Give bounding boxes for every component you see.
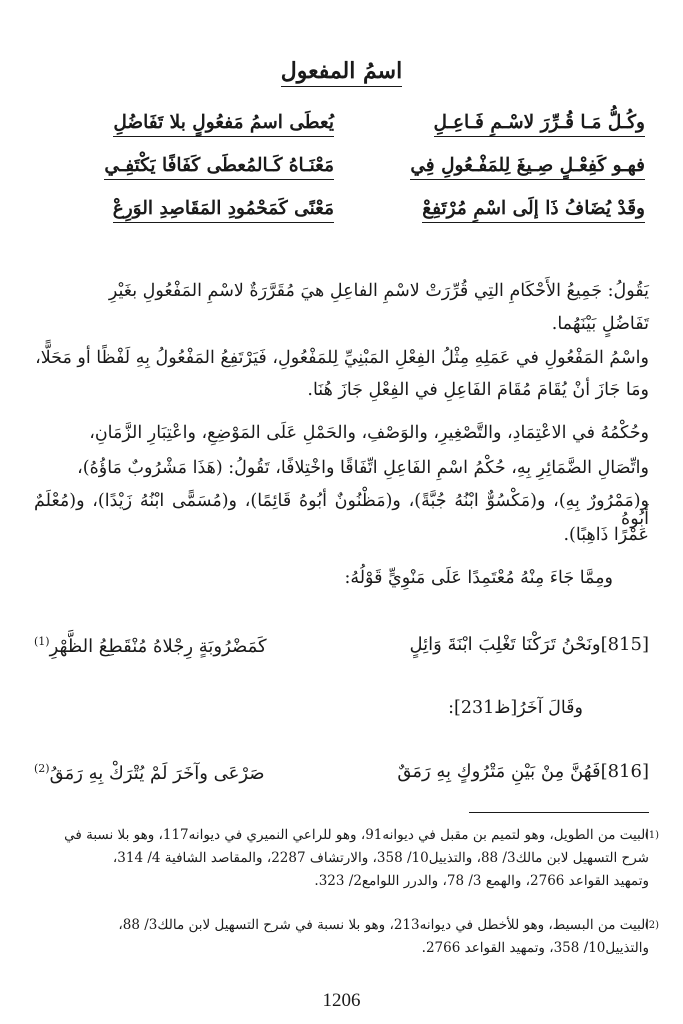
footnote-2-number: (2) [644,920,659,931]
verse-1-left: يُعطَى اسمُ مَفعُولٍ بلا تَفَاضُلِ [34,114,334,133]
footnote-2: (2) البيت من البسيط، وهو للأخطل في ديوانه213، وهو بلا نسبة في شرح التسهيل لابن مالك3/ 88، والتذييل10/ 358، وتمهيد القواعد 2766. [49,914,649,960]
para-4: ومِمَّا جَاءَ مِنْهُ مُعْتَمِدًا عَلَى مَنْوِيٍّ قَوْلُهُ: [344,568,613,588]
para-3-line-2: واتِّصَالِ الضَّمَائِرِ بِهِ، حُكْمُ اسْمِ الفَاعِلِ اتِّفَاقًا واخْتِلافًا، تَقُولُ: (هَذَا مَشْرُوبٌ مَاؤُهُ)، [77,458,649,478]
footnote-ref-1: (1) [34,635,50,648]
footnote-ref-2: (2) [34,762,50,775]
verse-3-left: مَعْنًى كَمَحْمُودِ المَقَاصِدِ الوَرِعْ [34,200,334,219]
para-3-line-1: وحُكْمُهُ في الاعْتِمَادِ، والتَّصْغِيرِ، والوَصْفِ، والحَمْلِ عَلَى المَوْضِعِ، واعْتِبَارِ الزَّمَانِ، [89,423,649,443]
footnote-1-number: (1) [644,830,659,841]
verse-2-left: مَعْنَـاهُ كَـالمُعطَى كَفَافًا يَكْتَفِـي [34,157,334,176]
verse-3-right: وقَدْ يُضَافُ ذَا إلَى اسْمِ مُرْتَفِعْ [365,200,645,219]
para-3-line-4: عَمْرًا ذَاهِبًا). [563,525,649,545]
para-1-line-2: تَفَاضُلٍ بَيْنَهُما. [551,314,649,334]
other-poet-intro: وقَالَ آخَرُ[ظ231]: [448,698,583,718]
para-2-line-1: واسْمُ المَفْعُولِ في عَمَلِهِ مِثْلُ الفِعْلِ المَبْنِيِّ لِلمَفْعُولِ، فَيَرْتَفِعُ المَفْعُولُ بِهِ لَفْظًا أو مَحَلًّا، [35,348,649,368]
para-1-line-1: يَقُولُ: جَمِيعُ الأَحْكَامِ التِي قُرِّرَتْ لاسْمِ الفاعِلِ هيَ مُقَرَّرَةٌ لاسْمِ المَفْعُولِ بغَيْرِ [108,281,649,301]
verse-2-right: فهـو كَفِعْـلٍ صِـيغَ لِلمَفْـعُولِ فِي [365,157,645,176]
footnote-divider [469,812,649,813]
poem-816-number: [816] [600,761,649,782]
para-3-line-3: و(مَمْرُورٌ بِهِ)، و(مَكْسُوٌّ ابْنُهُ جُبَّةً)، و(مَظْنُونٌ أبُوهُ قَائِمًا)، و(مُسَمًّى ابْنُهُ زَيْدًا)، و(مُعْلَمٌ أَبُوهُ [34,491,649,529]
section-title: اسمُ المفعول [0,58,683,84]
poem-816-right: [816]فَهُنَّ مِنْ بَيْنِ مَتْرُوكٍ بِهِ رَمَقٌ [397,761,649,782]
poem-815-left: كَمَضْرُوبَةٍ رِجْلاهُ مُنْقَطِعُ الظَّهْرِ$^{(1)}$ [34,635,267,657]
poem-816-left: صَرْعَى وآخَرَ لَمْ يُتْرَكْ بِهِ رَمَقُ$^{(2)}$ [34,762,265,784]
poem-815-number: [815] [600,634,649,655]
page-number: 1206 [322,990,361,1011]
verse-1-right: وكُـلُّ مَـا قُـرِّرَ لاسْـمِ فَـاعِـلِ [365,114,645,133]
poem-815-right: [815]ونَحْنُ تَرَكْنَا تَغْلِبَ ابْنَةَ وَائِلٍ [409,634,649,655]
footnote-1: (1) البيت من الطويل، وهو لتميم بن مقبل في ديوانه91، وهو للراعي النميري في ديوانه117، وهو بلا نسبة في شرح التسهيل لابن مالك3/ 88، والتذييل10/ 358، والارتشاف 2287، والمقاصد الشافية 4/ 314، وتمهيد القواعد 2766، والهمع 3/ 78، والدرر اللوامع2/ 323. [49,824,649,893]
para-2-line-2: ومَا جَازَ أنْ يُقَامَ مُقَامَ الفَاعِلِ في الفِعْلِ جَازَ هُنَا. [307,380,649,400]
